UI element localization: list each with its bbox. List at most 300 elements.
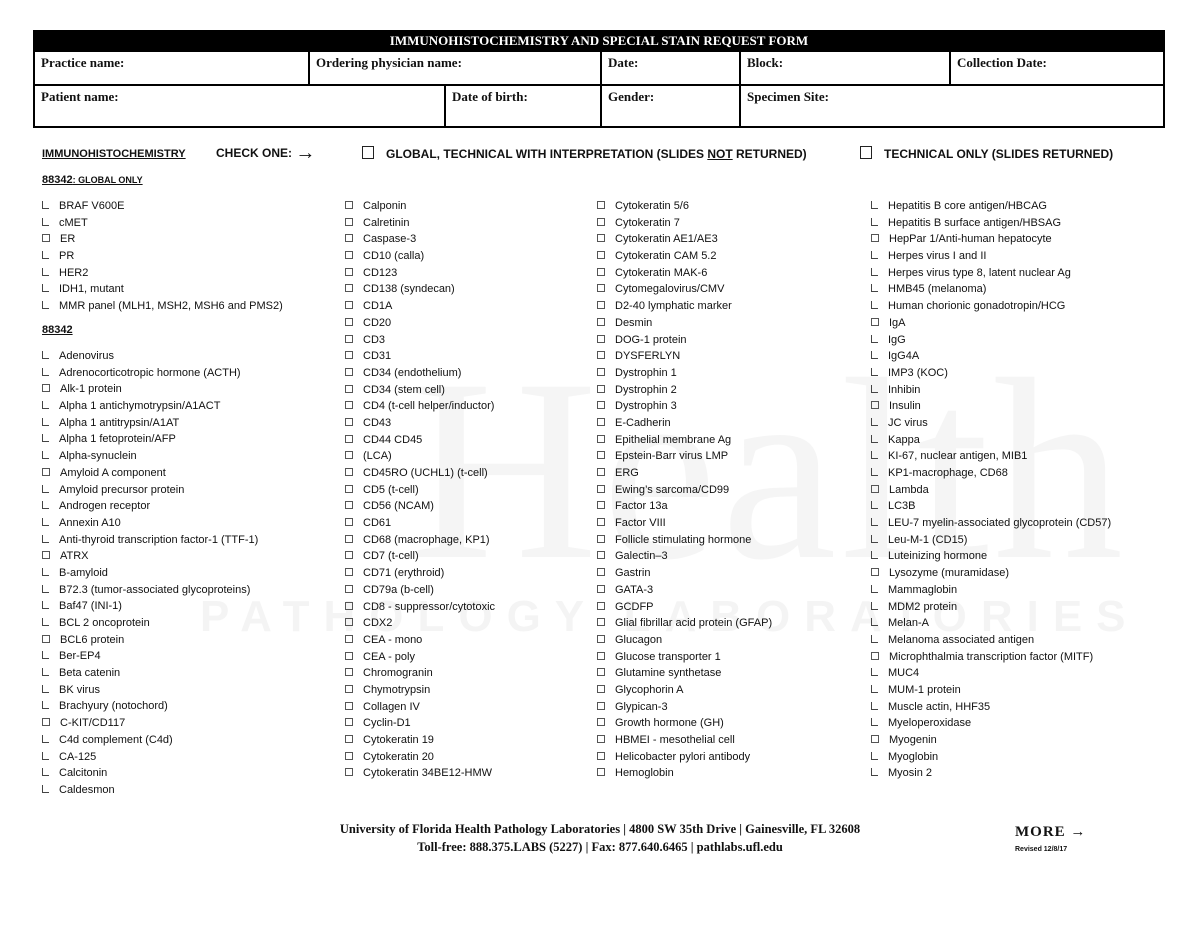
- list-item[interactable]: [345, 732, 495, 749]
- checkbox-icon[interactable]: [42, 368, 49, 376]
- list-item[interactable]: [597, 532, 772, 549]
- list-item[interactable]: [597, 415, 772, 432]
- list-item[interactable]: [597, 298, 772, 315]
- list-item[interactable]: [871, 498, 1111, 515]
- checkbox-icon[interactable]: [345, 602, 353, 610]
- checkbox-icon[interactable]: [345, 652, 353, 660]
- checkbox-icon[interactable]: [42, 701, 49, 709]
- checkbox-icon[interactable]: [871, 535, 878, 543]
- checkbox-icon[interactable]: [42, 768, 49, 776]
- list-item[interactable]: [42, 348, 258, 365]
- list-item[interactable]: [345, 365, 495, 382]
- list-item[interactable]: [871, 665, 1111, 682]
- checkbox-icon[interactable]: [597, 251, 605, 259]
- list-item[interactable]: [871, 765, 1111, 782]
- checkbox-icon[interactable]: [871, 668, 878, 676]
- checkbox-icon[interactable]: [42, 234, 50, 242]
- checkbox-icon[interactable]: [597, 218, 605, 226]
- checkbox-icon[interactable]: [597, 301, 605, 309]
- checkbox-icon[interactable]: [42, 301, 49, 309]
- list-item[interactable]: [42, 265, 283, 282]
- checkbox-icon[interactable]: [42, 418, 49, 426]
- list-item[interactable]: [871, 749, 1111, 766]
- list-item[interactable]: [871, 398, 1111, 415]
- checkbox-icon[interactable]: [871, 368, 878, 376]
- list-item[interactable]: [42, 615, 258, 632]
- list-item[interactable]: [597, 632, 772, 649]
- checkbox-icon[interactable]: [871, 702, 878, 710]
- checkbox-icon[interactable]: [345, 635, 353, 643]
- list-item[interactable]: [597, 332, 772, 349]
- checkbox-icon[interactable]: [345, 218, 353, 226]
- checkbox-icon[interactable]: [597, 418, 605, 426]
- list-item[interactable]: [345, 198, 495, 215]
- list-item[interactable]: [42, 248, 283, 265]
- list-item[interactable]: [345, 348, 495, 365]
- list-item[interactable]: [345, 281, 495, 298]
- checkbox-icon[interactable]: [345, 401, 353, 409]
- checkbox-icon[interactable]: [597, 535, 605, 543]
- list-item[interactable]: [345, 265, 495, 282]
- checkbox-icon[interactable]: [42, 752, 49, 760]
- checkbox-icon[interactable]: [597, 368, 605, 376]
- list-item[interactable]: [597, 565, 772, 582]
- list-item[interactable]: [345, 699, 495, 716]
- checkbox-icon[interactable]: [597, 435, 605, 443]
- checkbox-icon[interactable]: [42, 735, 49, 743]
- checkbox-icon[interactable]: [871, 485, 879, 493]
- list-item[interactable]: [345, 515, 495, 532]
- list-item[interactable]: [871, 715, 1111, 732]
- checkbox-icon[interactable]: [597, 401, 605, 409]
- checkbox-icon[interactable]: [871, 301, 878, 309]
- list-item-label: Glycophorin A: [615, 683, 684, 696]
- list-item[interactable]: [345, 615, 495, 632]
- list-item-label: Microphthalmia transcription factor (MITF): [889, 650, 1094, 663]
- checkbox-icon[interactable]: [597, 385, 605, 393]
- checkbox-icon[interactable]: [871, 401, 879, 409]
- list-item[interactable]: [42, 415, 258, 432]
- list-item[interactable]: [871, 415, 1111, 432]
- checkbox-icon[interactable]: [345, 768, 353, 776]
- checkbox-icon[interactable]: [871, 251, 878, 259]
- list-item[interactable]: [42, 732, 258, 749]
- checkbox-icon[interactable]: [42, 635, 50, 643]
- checkbox-icon[interactable]: [42, 218, 49, 226]
- list-item[interactable]: [871, 615, 1111, 632]
- checkbox-icon[interactable]: [871, 335, 878, 343]
- list-item[interactable]: [42, 665, 258, 682]
- list-item[interactable]: [871, 699, 1111, 716]
- checkbox-icon[interactable]: [345, 585, 353, 593]
- list-item[interactable]: [42, 548, 258, 565]
- list-item[interactable]: [597, 682, 772, 699]
- checkbox-icon[interactable]: [42, 685, 49, 693]
- checkbox-technical[interactable]: [860, 146, 872, 159]
- list-item[interactable]: [597, 749, 772, 766]
- checkbox-icon[interactable]: [345, 568, 353, 576]
- list-item[interactable]: [42, 698, 258, 715]
- list-item[interactable]: [345, 398, 495, 415]
- checkbox-icon[interactable]: [42, 434, 49, 442]
- list-item[interactable]: [42, 682, 258, 699]
- checkbox-global[interactable]: [362, 146, 374, 159]
- checkbox-icon[interactable]: [597, 618, 605, 626]
- list-item[interactable]: [345, 582, 495, 599]
- list-item[interactable]: [597, 615, 772, 632]
- checkbox-icon[interactable]: [345, 451, 353, 459]
- checkbox-icon[interactable]: [345, 418, 353, 426]
- list-item[interactable]: [42, 598, 258, 615]
- list-item[interactable]: [597, 348, 772, 365]
- checkbox-icon[interactable]: [345, 335, 353, 343]
- checkbox-icon[interactable]: [42, 568, 49, 576]
- list-item[interactable]: [42, 231, 283, 248]
- checkbox-icon[interactable]: [345, 368, 353, 376]
- list-item[interactable]: [597, 281, 772, 298]
- checkbox-icon[interactable]: [871, 234, 879, 242]
- list-item[interactable]: [597, 665, 772, 682]
- checkbox-icon[interactable]: [345, 385, 353, 393]
- list-item[interactable]: [345, 649, 495, 666]
- checkbox-icon[interactable]: [42, 585, 49, 593]
- checkbox-icon[interactable]: [871, 652, 879, 660]
- checkbox-icon[interactable]: [42, 518, 49, 526]
- list-item[interactable]: [42, 515, 258, 532]
- list-item[interactable]: [597, 398, 772, 415]
- list-item[interactable]: [871, 632, 1111, 649]
- list-item[interactable]: [42, 198, 283, 215]
- list-item[interactable]: [345, 382, 495, 399]
- checkbox-icon[interactable]: [345, 318, 353, 326]
- list-item[interactable]: [597, 198, 772, 215]
- list-item[interactable]: [42, 448, 258, 465]
- list-item[interactable]: [597, 265, 772, 282]
- checkbox-icon[interactable]: [345, 234, 353, 242]
- checkbox-icon[interactable]: [871, 618, 878, 626]
- list-item[interactable]: [871, 548, 1111, 565]
- list-item[interactable]: [597, 582, 772, 599]
- checkbox-icon[interactable]: [871, 268, 878, 276]
- checkbox-icon[interactable]: [597, 284, 605, 292]
- list-item[interactable]: [42, 765, 258, 782]
- checkbox-icon[interactable]: [42, 468, 50, 476]
- checkbox-icon[interactable]: [871, 201, 878, 209]
- list-item[interactable]: [871, 565, 1111, 582]
- checkbox-icon[interactable]: [42, 251, 49, 259]
- list-item[interactable]: [871, 365, 1111, 382]
- checkbox-icon[interactable]: [42, 485, 49, 493]
- checkbox-icon[interactable]: [42, 501, 49, 509]
- list-item[interactable]: [871, 732, 1111, 749]
- checkbox-icon[interactable]: [42, 401, 49, 409]
- list-item[interactable]: [597, 599, 772, 616]
- list-item[interactable]: [345, 298, 495, 315]
- checkbox-icon[interactable]: [345, 201, 353, 209]
- list-item[interactable]: [597, 732, 772, 749]
- checkbox-icon[interactable]: [871, 718, 878, 726]
- list-item[interactable]: [345, 632, 495, 649]
- checkbox-icon[interactable]: [345, 668, 353, 676]
- checkbox-icon[interactable]: [597, 702, 605, 710]
- checkbox-icon[interactable]: [345, 268, 353, 276]
- checkbox-icon[interactable]: [345, 435, 353, 443]
- checkbox-icon[interactable]: [42, 551, 50, 559]
- block-field[interactable]: Block:: [741, 52, 951, 84]
- list-item[interactable]: [597, 765, 772, 782]
- checkbox-icon[interactable]: [871, 685, 878, 693]
- list-item[interactable]: [597, 448, 772, 465]
- checkbox-icon[interactable]: [597, 768, 605, 776]
- gender-field[interactable]: Gender:: [602, 86, 741, 126]
- list-item[interactable]: [345, 498, 495, 515]
- checkbox-icon[interactable]: [871, 351, 878, 359]
- checkbox-icon[interactable]: [871, 518, 878, 526]
- list-item[interactable]: [42, 582, 258, 599]
- list-item[interactable]: [42, 365, 258, 382]
- checkbox-icon[interactable]: [42, 618, 49, 626]
- list-item[interactable]: [597, 699, 772, 716]
- list-item[interactable]: [597, 649, 772, 666]
- list-item[interactable]: [345, 715, 495, 732]
- checkbox-icon[interactable]: [345, 284, 353, 292]
- checkbox-icon[interactable]: [345, 251, 353, 259]
- checkbox-icon[interactable]: [42, 268, 49, 276]
- list-item-label: Glucagon: [615, 633, 663, 646]
- option-technical[interactable]: [860, 146, 1113, 161]
- checkbox-icon[interactable]: [42, 651, 49, 659]
- list-item[interactable]: [871, 599, 1111, 616]
- list-item-label: B72.3 (tumor-associated glycoproteins): [59, 583, 251, 596]
- list-item-label: MMR panel (MLH1, MSH2, MSH6 and PMS2): [59, 300, 283, 313]
- checkbox-icon[interactable]: [345, 752, 353, 760]
- checkbox-icon[interactable]: [597, 318, 605, 326]
- list-item[interactable]: [42, 498, 258, 515]
- list-item[interactable]: [42, 565, 258, 582]
- list-item[interactable]: [871, 332, 1111, 349]
- list-item[interactable]: [345, 599, 495, 616]
- list-item[interactable]: [871, 382, 1111, 399]
- list-item[interactable]: [42, 398, 258, 415]
- list-item[interactable]: [871, 448, 1111, 465]
- checkbox-icon[interactable]: [345, 535, 353, 543]
- checkbox-icon[interactable]: [42, 384, 50, 392]
- checkbox-icon[interactable]: [871, 435, 878, 443]
- checkbox-icon[interactable]: [597, 201, 605, 209]
- list-item[interactable]: [345, 448, 495, 465]
- list-item[interactable]: [871, 515, 1111, 532]
- checkbox-icon[interactable]: [42, 668, 49, 676]
- checkbox-icon[interactable]: [871, 735, 879, 743]
- list-item[interactable]: [597, 215, 772, 232]
- checkbox-icon[interactable]: [42, 601, 49, 609]
- list-item[interactable]: [345, 332, 495, 349]
- practice-name-field[interactable]: Practice name:: [35, 52, 310, 84]
- checkbox-icon[interactable]: [597, 685, 605, 693]
- list-item[interactable]: [42, 482, 258, 499]
- checkbox-icon[interactable]: [42, 201, 49, 209]
- checkbox-icon[interactable]: [345, 685, 353, 693]
- checkbox-icon[interactable]: [345, 501, 353, 509]
- list-item[interactable]: [345, 682, 495, 699]
- checkbox-icon[interactable]: [871, 501, 878, 509]
- checkbox-icon[interactable]: [42, 785, 49, 793]
- checkbox-icon[interactable]: [871, 451, 878, 459]
- checkbox-icon[interactable]: [871, 218, 878, 226]
- specimen-site-field[interactable]: Specimen Site:: [747, 89, 829, 104]
- list-item[interactable]: [345, 482, 495, 499]
- checkbox-icon[interactable]: [345, 351, 353, 359]
- list-item[interactable]: [345, 215, 495, 232]
- checkbox-icon[interactable]: [597, 735, 605, 743]
- checkbox-icon[interactable]: [42, 718, 50, 726]
- checkbox-icon[interactable]: [597, 351, 605, 359]
- list-item-label: Dystrophin 2: [615, 383, 677, 396]
- list-item[interactable]: [42, 532, 258, 549]
- checkbox-icon[interactable]: [597, 451, 605, 459]
- checkbox-icon[interactable]: [345, 518, 353, 526]
- list-item[interactable]: [871, 482, 1111, 499]
- list-item[interactable]: [597, 498, 772, 515]
- ordering-physician-field[interactable]: Ordering physician name:: [310, 52, 602, 84]
- checkbox-icon[interactable]: [345, 618, 353, 626]
- list-item[interactable]: [345, 749, 495, 766]
- checkbox-icon[interactable]: [597, 602, 605, 610]
- list-item[interactable]: [42, 749, 258, 766]
- list-item[interactable]: [345, 432, 495, 449]
- checkbox-icon[interactable]: [42, 535, 49, 543]
- list-item[interactable]: [871, 198, 1111, 215]
- list-item[interactable]: [597, 715, 772, 732]
- list-item[interactable]: [871, 582, 1111, 599]
- list-item[interactable]: [345, 231, 495, 248]
- list-item[interactable]: [597, 482, 772, 499]
- list-item[interactable]: [597, 515, 772, 532]
- checkbox-icon[interactable]: [597, 518, 605, 526]
- checkbox-icon[interactable]: [345, 718, 353, 726]
- list-item[interactable]: [42, 431, 258, 448]
- list-item[interactable]: [345, 248, 495, 265]
- checkbox-icon[interactable]: [345, 301, 353, 309]
- list-item[interactable]: [597, 248, 772, 265]
- checkbox-icon[interactable]: [871, 385, 878, 393]
- checkbox-icon[interactable]: [597, 635, 605, 643]
- checkbox-icon[interactable]: [42, 351, 49, 359]
- checkbox-icon[interactable]: [871, 551, 878, 559]
- checkbox-icon[interactable]: [871, 468, 878, 476]
- checkbox-icon[interactable]: [871, 752, 878, 760]
- checkbox-icon[interactable]: [871, 284, 878, 292]
- list-item[interactable]: [871, 348, 1111, 365]
- list-item[interactable]: [345, 548, 495, 565]
- patient-name-field[interactable]: Patient name:: [35, 86, 446, 126]
- checkbox-icon[interactable]: [597, 585, 605, 593]
- checkbox-icon[interactable]: [871, 768, 878, 776]
- list-item[interactable]: [345, 765, 495, 782]
- checkbox-icon[interactable]: [597, 568, 605, 576]
- list-item[interactable]: [42, 215, 283, 232]
- checkbox-icon[interactable]: [345, 551, 353, 559]
- list-item[interactable]: [597, 465, 772, 482]
- date-of-birth-field[interactable]: Date of birth:: [446, 86, 602, 126]
- checkbox-icon[interactable]: [597, 652, 605, 660]
- checkbox-icon[interactable]: [42, 451, 49, 459]
- checkbox-icon[interactable]: [597, 501, 605, 509]
- list-item[interactable]: [345, 665, 495, 682]
- checkbox-icon[interactable]: [597, 335, 605, 343]
- checkbox-icon[interactable]: [345, 485, 353, 493]
- list-item[interactable]: [345, 315, 495, 332]
- list-item[interactable]: [345, 465, 495, 482]
- option-global[interactable]: [362, 146, 807, 161]
- list-item[interactable]: [871, 465, 1111, 482]
- collection-date-field[interactable]: Collection Date:: [957, 55, 1047, 70]
- list-item[interactable]: [345, 565, 495, 582]
- checkbox-icon[interactable]: [597, 551, 605, 559]
- list-item-label: LEU-7 myelin-associated glycoprotein (CD57): [888, 517, 1112, 530]
- checkbox-icon[interactable]: [597, 718, 605, 726]
- checkbox-icon[interactable]: [871, 635, 878, 643]
- checkbox-icon[interactable]: [871, 585, 878, 593]
- list-item[interactable]: [871, 682, 1111, 699]
- checkbox-icon[interactable]: [871, 602, 878, 610]
- checkbox-icon[interactable]: [871, 568, 879, 576]
- date-field[interactable]: Date:: [602, 52, 741, 84]
- list-item[interactable]: [42, 648, 258, 665]
- checkbox-icon[interactable]: [597, 234, 605, 242]
- list-item[interactable]: [42, 782, 258, 799]
- list-item[interactable]: [871, 265, 1111, 282]
- list-item[interactable]: [871, 298, 1111, 315]
- list-item[interactable]: [871, 432, 1111, 449]
- list-item[interactable]: [597, 231, 772, 248]
- checkbox-icon[interactable]: [345, 468, 353, 476]
- checkbox-icon[interactable]: [597, 752, 605, 760]
- list-item[interactable]: [345, 532, 495, 549]
- list-item[interactable]: [42, 298, 283, 315]
- list-item[interactable]: [871, 532, 1111, 549]
- list-item[interactable]: [42, 632, 258, 649]
- list-item[interactable]: [871, 248, 1111, 265]
- checkbox-icon[interactable]: [42, 284, 49, 292]
- list-item[interactable]: [871, 649, 1111, 666]
- list-item[interactable]: [42, 281, 283, 298]
- list-item[interactable]: [871, 281, 1111, 298]
- list-item[interactable]: [597, 365, 772, 382]
- checkbox-icon[interactable]: [871, 318, 879, 326]
- list-item[interactable]: [42, 465, 258, 482]
- list-item[interactable]: [597, 548, 772, 565]
- list-item[interactable]: [42, 381, 258, 398]
- form-row-2: [35, 84, 1163, 126]
- checkbox-icon[interactable]: [597, 668, 605, 676]
- checkbox-icon[interactable]: [345, 735, 353, 743]
- checkbox-icon[interactable]: [597, 268, 605, 276]
- list-item[interactable]: [871, 231, 1111, 248]
- list-item[interactable]: [597, 382, 772, 399]
- checkbox-icon[interactable]: [345, 702, 353, 710]
- list-item-label: CD56 (NCAM): [363, 500, 434, 513]
- checkbox-icon[interactable]: [871, 418, 878, 426]
- list-item[interactable]: [871, 315, 1111, 332]
- list-item[interactable]: [597, 315, 772, 332]
- checkbox-icon[interactable]: [597, 468, 605, 476]
- list-item[interactable]: [42, 715, 258, 732]
- checkbox-icon[interactable]: [597, 485, 605, 493]
- list-item[interactable]: [871, 215, 1111, 232]
- list-item[interactable]: [345, 415, 495, 432]
- list-item[interactable]: [597, 432, 772, 449]
